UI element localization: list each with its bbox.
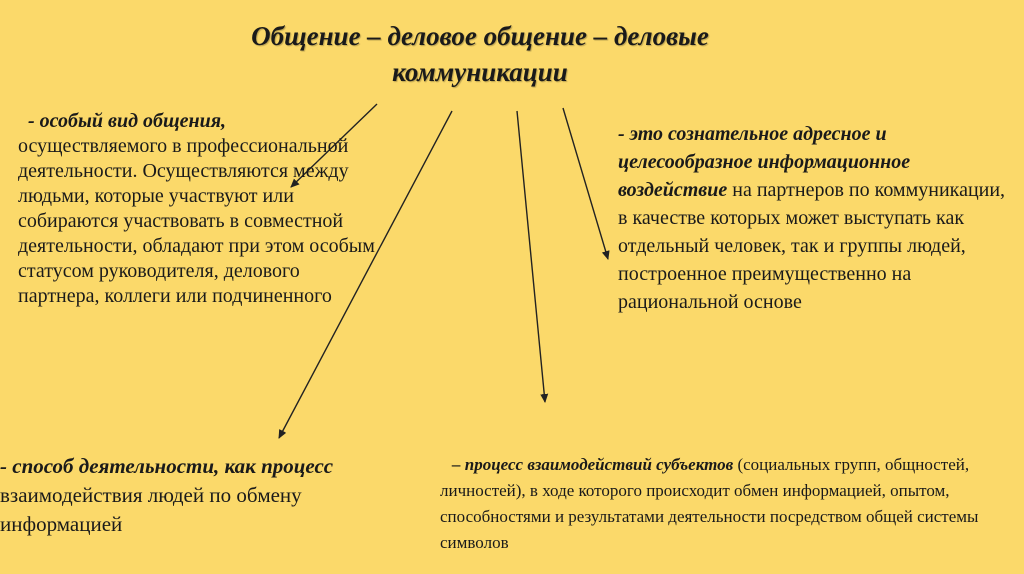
definition-activity-lead: - способ деятельности, как процесс <box>0 454 334 478</box>
definition-interaction <box>440 452 1000 556</box>
definition-impact <box>618 120 1013 316</box>
definition-activity-body: взаимодействия людей по обмену информацией <box>0 483 302 536</box>
definition-interaction-body: (социальных групп, общностей, личностей), в ходе которого происходит обмен информацией, опытом, способностями и результатами деятельности посредством общей системы символов <box>440 455 979 552</box>
arrow-to-impact <box>563 108 608 259</box>
arrow-to-interaction <box>517 111 545 402</box>
definition-special-kind-body: осуществляемого в профессиональной деятельности. Осуществляются между людьми, которые участвуют или собираются участвовать в совместной деятельности, обладают при этом особым статусом руководителя, делового партнера, коллеги или подчиненного <box>18 135 375 307</box>
title-line-2: коммуникации <box>392 57 568 87</box>
definition-activity <box>0 452 420 539</box>
definition-interaction-lead: – процесс взаимодействий субъектов <box>452 455 734 474</box>
slide-title <box>120 18 840 90</box>
definition-impact-body: на партнеров по коммуникации, в качестве которых может выступать как отдельный человек, так и группы людей, построенное преимущественно на рациональной основе <box>618 179 1006 313</box>
definition-special-kind <box>18 109 378 309</box>
definition-impact-lead: - это сознательное адресное и целесообразное информационное воздействие <box>618 123 911 201</box>
definition-special-kind-lead: - особый вид общения, <box>28 110 227 132</box>
title-line-1: Общение – деловое общение – деловые <box>251 21 709 51</box>
